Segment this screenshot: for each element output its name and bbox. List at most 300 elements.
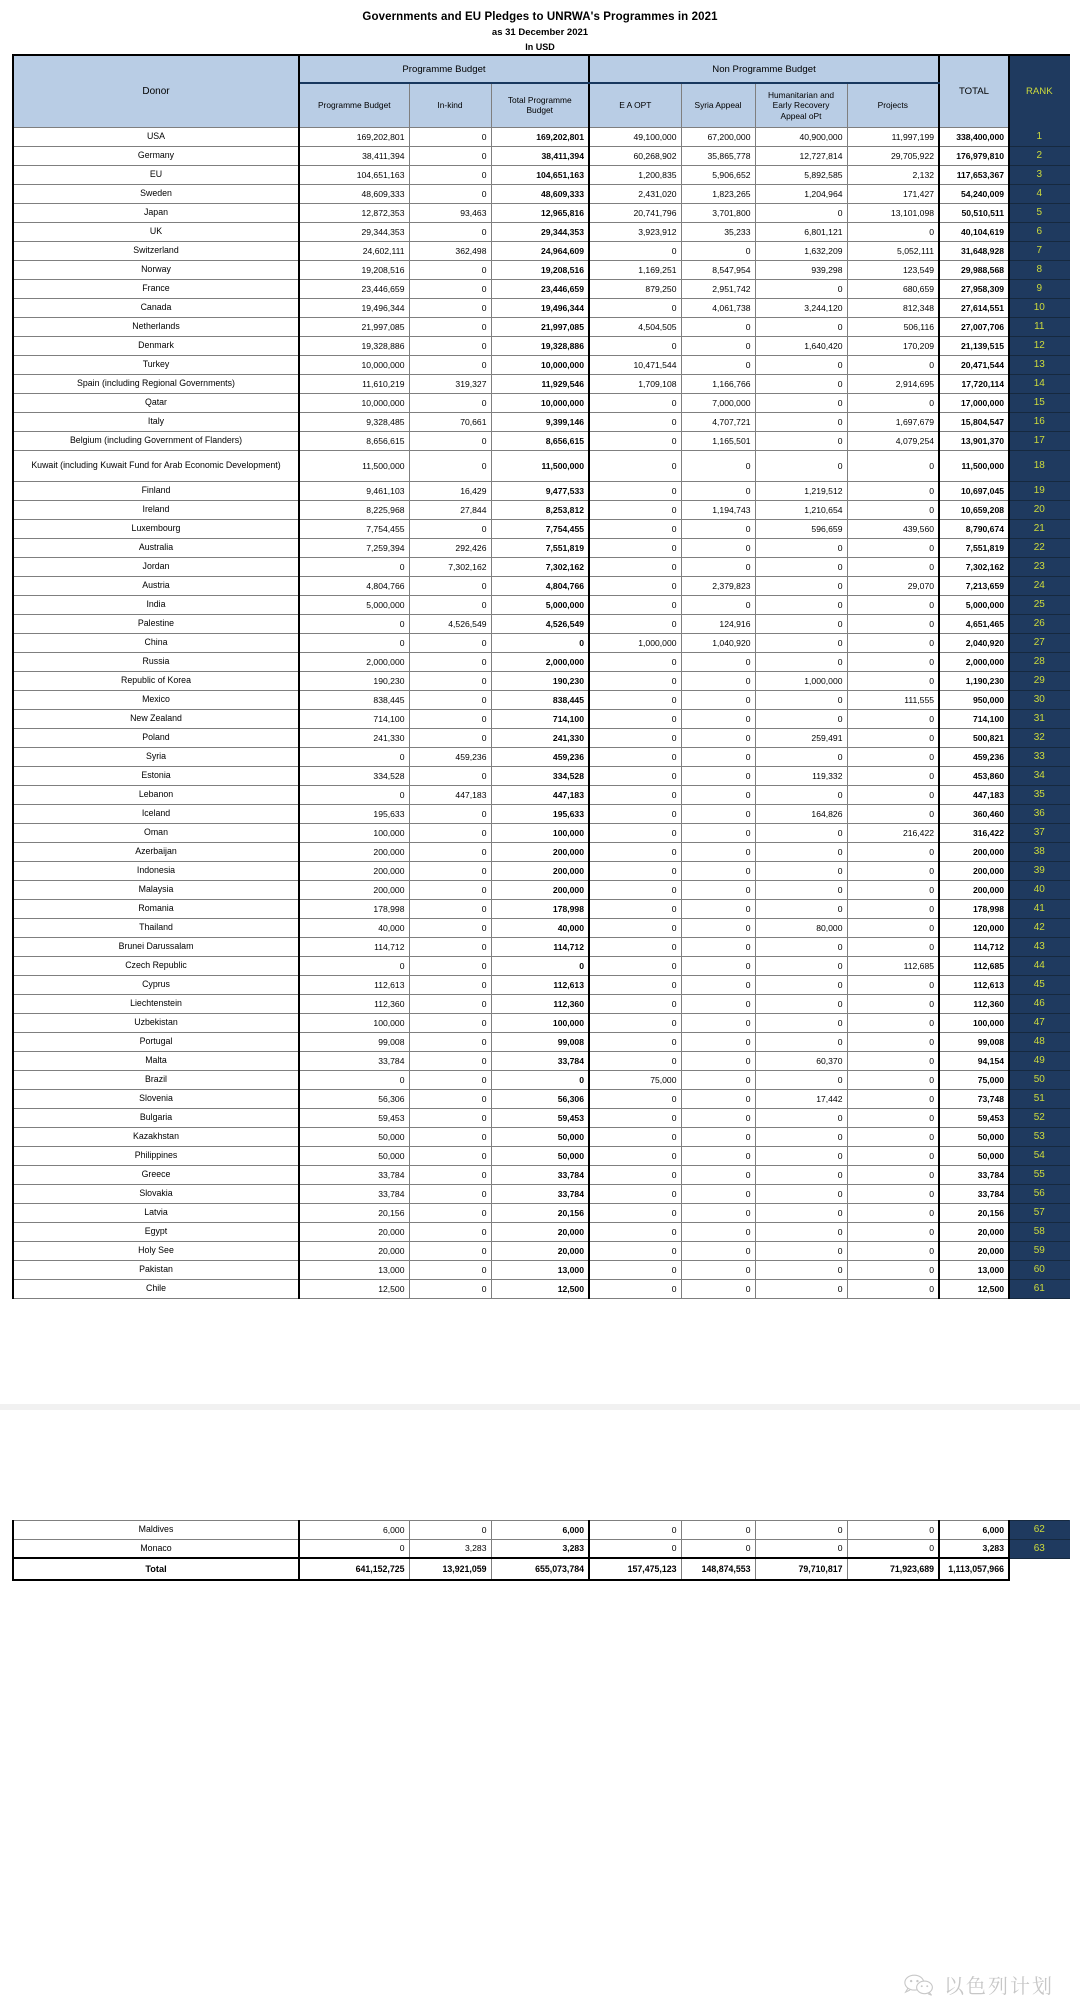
- table-row: [13, 1108, 1069, 1127]
- projects-value: 0: [847, 538, 939, 557]
- total-programme-budget-value: 200,000: [491, 880, 589, 899]
- rank-value: 2: [1009, 146, 1069, 165]
- humanitarian-early-recovery-value: 0: [755, 393, 847, 412]
- projects-value: 0: [847, 994, 939, 1013]
- rank-value: 45: [1009, 975, 1069, 994]
- rank-value: 29: [1009, 671, 1069, 690]
- humanitarian-early-recovery-value: 939,298: [755, 260, 847, 279]
- syria-appeal-value: 1,040,920: [681, 633, 755, 652]
- total-programme-budget-value: 20,000: [491, 1241, 589, 1260]
- in-kind-value: 0: [409, 260, 491, 279]
- projects-value: 0: [847, 1127, 939, 1146]
- syria-appeal-value: 0: [681, 336, 755, 355]
- table-row: [13, 1089, 1069, 1108]
- humanitarian-early-recovery-value: 0: [755, 1241, 847, 1260]
- programme-budget-value: 19,496,344: [299, 298, 409, 317]
- total-value: 31,648,928: [939, 241, 1009, 260]
- in-kind-value: 0: [409, 1184, 491, 1203]
- programme-budget-value: 838,445: [299, 690, 409, 709]
- in-kind-value: 93,463: [409, 203, 491, 222]
- total-value: 20,471,544: [939, 355, 1009, 374]
- projects-value: 0: [847, 1241, 939, 1260]
- rank-value: 7: [1009, 241, 1069, 260]
- humanitarian-early-recovery-value: 0: [755, 842, 847, 861]
- syria-appeal-value: 0: [681, 709, 755, 728]
- programme-budget-value: 99,008: [299, 1032, 409, 1051]
- programme-budget-value: 7,259,394: [299, 538, 409, 557]
- donor-name: Egypt: [13, 1222, 299, 1241]
- in-kind-value: 0: [409, 1241, 491, 1260]
- total-value: 200,000: [939, 861, 1009, 880]
- donor-name: Mexico: [13, 690, 299, 709]
- donor-name: Maldives: [13, 1520, 299, 1539]
- total-value: 7,551,819: [939, 538, 1009, 557]
- total-programme-budget-value: 334,528: [491, 766, 589, 785]
- rank-value: 1: [1009, 127, 1069, 146]
- table-row: [13, 747, 1069, 766]
- projects-value: 812,348: [847, 298, 939, 317]
- ea-opt-value: 0: [589, 1203, 681, 1222]
- table-row: [13, 203, 1069, 222]
- page-spacer-bottom: [0, 1410, 1080, 1520]
- total-value: 12,500: [939, 1279, 1009, 1298]
- humanitarian-early-recovery-value: 0: [755, 1108, 847, 1127]
- programme-budget-value: 33,784: [299, 1165, 409, 1184]
- syria-appeal-value: 0: [681, 994, 755, 1013]
- rank-value: 47: [1009, 1013, 1069, 1032]
- donor-name: Germany: [13, 146, 299, 165]
- table-row: [13, 355, 1069, 374]
- in-kind-value: 0: [409, 709, 491, 728]
- syria-appeal-value: 0: [681, 1051, 755, 1070]
- projects-value: 0: [847, 728, 939, 747]
- table-row: [13, 842, 1069, 861]
- humanitarian-early-recovery-value: 596,659: [755, 519, 847, 538]
- ea-opt-value: 60,268,902: [589, 146, 681, 165]
- programme-budget-value: 0: [299, 1070, 409, 1089]
- her-line-3: Appeal oPt: [780, 110, 822, 121]
- donor-name: France: [13, 279, 299, 298]
- donor-name: Lebanon: [13, 785, 299, 804]
- programme-budget-value: 10,000,000: [299, 355, 409, 374]
- humanitarian-early-recovery-value: 1,204,964: [755, 184, 847, 203]
- projects-value: 5,052,111: [847, 241, 939, 260]
- rank-value: 48: [1009, 1032, 1069, 1051]
- in-kind-value: 362,498: [409, 241, 491, 260]
- table-row: [13, 481, 1069, 500]
- rank-value: 33: [1009, 747, 1069, 766]
- ea-opt-value: 0: [589, 519, 681, 538]
- total-value: 200,000: [939, 880, 1009, 899]
- programme-budget-value: 38,411,394: [299, 146, 409, 165]
- ea-opt-value: 0: [589, 1032, 681, 1051]
- ea-opt-value: 0: [589, 861, 681, 880]
- table-row: [13, 412, 1069, 431]
- in-kind-value: 0: [409, 823, 491, 842]
- total-value: 10,697,045: [939, 481, 1009, 500]
- programme-budget-value: 29,344,353: [299, 222, 409, 241]
- total-programme-budget-value: 19,496,344: [491, 298, 589, 317]
- total-programme-budget-value: 178,998: [491, 899, 589, 918]
- syria-appeal-value: 0: [681, 1013, 755, 1032]
- projects-value: 0: [847, 1013, 939, 1032]
- total-programme-budget-value: 9,399,146: [491, 412, 589, 431]
- projects-value: 0: [847, 222, 939, 241]
- wechat-icon: [903, 1974, 935, 1996]
- humanitarian-early-recovery-value: 0: [755, 1013, 847, 1032]
- humanitarian-early-recovery-value: 12,727,814: [755, 146, 847, 165]
- projects-value: 680,659: [847, 279, 939, 298]
- donor-name: Uzbekistan: [13, 1013, 299, 1032]
- rank-value: 34: [1009, 766, 1069, 785]
- ea-opt-value: 0: [589, 842, 681, 861]
- syria-appeal-value: 4,061,738: [681, 298, 755, 317]
- donor-name: Austria: [13, 576, 299, 595]
- ea-opt-value: 0: [589, 595, 681, 614]
- ea-opt-value: 0: [589, 652, 681, 671]
- programme-budget-value: 8,225,968: [299, 500, 409, 519]
- in-kind-value: 0: [409, 956, 491, 975]
- syria-appeal-value: 0: [681, 317, 755, 336]
- in-kind-value: 0: [409, 1032, 491, 1051]
- ea-opt-value: 0: [589, 709, 681, 728]
- total-value: 1,113,057,966: [939, 1558, 1009, 1580]
- humanitarian-early-recovery-value: 259,491: [755, 728, 847, 747]
- syria-appeal-value: 1,165,501: [681, 431, 755, 450]
- projects-value: 0: [847, 1184, 939, 1203]
- in-kind-value: 0: [409, 1165, 491, 1184]
- donor-name: Slovenia: [13, 1089, 299, 1108]
- total-programme-budget-value: 12,500: [491, 1279, 589, 1298]
- syria-appeal-value: 0: [681, 975, 755, 994]
- total-value: 20,000: [939, 1241, 1009, 1260]
- pledges-table-continuation: [12, 1520, 1070, 1582]
- rank-value: 5: [1009, 203, 1069, 222]
- total-value: 112,685: [939, 956, 1009, 975]
- ea-opt-value: 0: [589, 766, 681, 785]
- ea-opt-value: 0: [589, 500, 681, 519]
- table-row: [13, 690, 1069, 709]
- humanitarian-early-recovery-value: 0: [755, 1165, 847, 1184]
- humanitarian-early-recovery-value: 0: [755, 450, 847, 481]
- ea-opt-value: 0: [589, 576, 681, 595]
- in-kind-value: 0: [409, 899, 491, 918]
- programme-budget-value: 0: [299, 785, 409, 804]
- humanitarian-early-recovery-value: 80,000: [755, 918, 847, 937]
- rank-value: 62: [1009, 1520, 1069, 1539]
- total-programme-budget-value: 100,000: [491, 1013, 589, 1032]
- table-row: [13, 975, 1069, 994]
- total-value: 447,183: [939, 785, 1009, 804]
- rank-value: 18: [1009, 450, 1069, 481]
- syria-appeal-value: 0: [681, 1184, 755, 1203]
- total-programme-budget-value: 3,283: [491, 1539, 589, 1558]
- donor-name: Oman: [13, 823, 299, 842]
- total-programme-budget-value: 59,453: [491, 1108, 589, 1127]
- rank-value: 16: [1009, 412, 1069, 431]
- table-row: [13, 165, 1069, 184]
- syria-appeal-value: 0: [681, 595, 755, 614]
- donor-name: India: [13, 595, 299, 614]
- donor-name: Palestine: [13, 614, 299, 633]
- ea-opt-value: 0: [589, 557, 681, 576]
- column-header-humanitarian-early-recovery: [755, 83, 847, 127]
- humanitarian-early-recovery-value: 1,000,000: [755, 671, 847, 690]
- total-programme-budget-value: 8,253,812: [491, 500, 589, 519]
- total-programme-budget-value: 10,000,000: [491, 393, 589, 412]
- total-value: 13,000: [939, 1260, 1009, 1279]
- donor-name: Cyprus: [13, 975, 299, 994]
- table-header: [13, 55, 1069, 127]
- programme-budget-value: 48,609,333: [299, 184, 409, 203]
- projects-value: 216,422: [847, 823, 939, 842]
- table-row: [13, 1127, 1069, 1146]
- donor-name: Romania: [13, 899, 299, 918]
- programme-budget-value: 112,613: [299, 975, 409, 994]
- programme-budget-value: 24,602,111: [299, 241, 409, 260]
- donor-name: UK: [13, 222, 299, 241]
- total-programme-budget-value: 50,000: [491, 1127, 589, 1146]
- table-row: [13, 956, 1069, 975]
- rank-value: 56: [1009, 1184, 1069, 1203]
- donor-name: Monaco: [13, 1539, 299, 1558]
- total-value: 20,156: [939, 1203, 1009, 1222]
- table-row: [13, 450, 1069, 481]
- rank-value: 54: [1009, 1146, 1069, 1165]
- donor-name: New Zealand: [13, 709, 299, 728]
- table-row: [13, 994, 1069, 1013]
- table-row: [13, 393, 1069, 412]
- projects-value: 111,555: [847, 690, 939, 709]
- total-value: 99,008: [939, 1032, 1009, 1051]
- syria-appeal-value: 0: [681, 937, 755, 956]
- donor-name: Denmark: [13, 336, 299, 355]
- total-programme-budget-value: 8,656,615: [491, 431, 589, 450]
- projects-value: 0: [847, 1051, 939, 1070]
- ea-opt-value: 0: [589, 823, 681, 842]
- ea-opt-value: 0: [589, 481, 681, 500]
- total-value: 33,784: [939, 1165, 1009, 1184]
- total-value: 316,422: [939, 823, 1009, 842]
- in-kind-value: 0: [409, 1089, 491, 1108]
- ea-opt-value: 0: [589, 298, 681, 317]
- total-programme-budget-value: 9,477,533: [491, 481, 589, 500]
- programme-budget-value: 241,330: [299, 728, 409, 747]
- ea-opt-value: 0: [589, 1520, 681, 1539]
- donor-name: Malaysia: [13, 880, 299, 899]
- programme-budget-value: 8,656,615: [299, 431, 409, 450]
- humanitarian-early-recovery-value: 0: [755, 1279, 847, 1298]
- programme-budget-value: 0: [299, 557, 409, 576]
- rank-value: 49: [1009, 1051, 1069, 1070]
- watermark-text: 以色列计划: [944, 1974, 1054, 1998]
- projects-value: 0: [847, 1539, 939, 1558]
- table-row: [13, 279, 1069, 298]
- watermark: [903, 1970, 1054, 1999]
- rank-value: 60: [1009, 1260, 1069, 1279]
- table-row: [13, 671, 1069, 690]
- total-programme-budget-value: 447,183: [491, 785, 589, 804]
- syria-appeal-value: 0: [681, 1241, 755, 1260]
- programme-budget-value: 11,610,219: [299, 374, 409, 393]
- projects-value: 0: [847, 450, 939, 481]
- total-programme-budget-value: 714,100: [491, 709, 589, 728]
- projects-value: 123,549: [847, 260, 939, 279]
- donor-name: Brazil: [13, 1070, 299, 1089]
- table-row: [13, 1051, 1069, 1070]
- syria-appeal-value: 0: [681, 918, 755, 937]
- humanitarian-early-recovery-value: 119,332: [755, 766, 847, 785]
- projects-value: 0: [847, 614, 939, 633]
- total-programme-budget-value: 40,000: [491, 918, 589, 937]
- total-programme-budget-value: 200,000: [491, 842, 589, 861]
- in-kind-value: 0: [409, 336, 491, 355]
- rank-value: 59: [1009, 1241, 1069, 1260]
- donor-name: Estonia: [13, 766, 299, 785]
- syria-appeal-value: 0: [681, 671, 755, 690]
- syria-appeal-value: 0: [681, 1520, 755, 1539]
- total-programme-budget-value: 838,445: [491, 690, 589, 709]
- column-header-ea-opt: E A OPT: [589, 83, 681, 127]
- donor-name: Azerbaijan: [13, 842, 299, 861]
- donor-name: Holy See: [13, 1241, 299, 1260]
- rank-value: 36: [1009, 804, 1069, 823]
- table-row: [13, 1241, 1069, 1260]
- humanitarian-early-recovery-value: 0: [755, 994, 847, 1013]
- donor-name: Switzerland: [13, 241, 299, 260]
- donor-name: Kazakhstan: [13, 1127, 299, 1146]
- projects-value: 0: [847, 747, 939, 766]
- donor-name: Malta: [13, 1051, 299, 1070]
- rank-value: 30: [1009, 690, 1069, 709]
- ea-opt-value: 879,250: [589, 279, 681, 298]
- ea-opt-value: 0: [589, 899, 681, 918]
- table-row: [13, 1279, 1069, 1298]
- table-row: [13, 374, 1069, 393]
- table-row: [13, 500, 1069, 519]
- total-programme-budget-value: 33,784: [491, 1165, 589, 1184]
- humanitarian-early-recovery-value: 0: [755, 785, 847, 804]
- donor-name: Luxembourg: [13, 519, 299, 538]
- ea-opt-value: 0: [589, 1013, 681, 1032]
- ea-opt-value: 0: [589, 614, 681, 633]
- humanitarian-early-recovery-value: 0: [755, 1260, 847, 1279]
- rank-value: 63: [1009, 1539, 1069, 1558]
- humanitarian-early-recovery-value: 0: [755, 1539, 847, 1558]
- syria-appeal-value: 8,547,954: [681, 260, 755, 279]
- syria-appeal-value: 0: [681, 804, 755, 823]
- rank-value: 17: [1009, 431, 1069, 450]
- column-header-donor: Donor: [13, 55, 299, 127]
- total-programme-budget-value: 13,000: [491, 1260, 589, 1279]
- document-title-block: [0, 0, 1080, 54]
- in-kind-value: 70,661: [409, 412, 491, 431]
- total-value: 50,000: [939, 1146, 1009, 1165]
- in-kind-value: 0: [409, 1222, 491, 1241]
- total-value: 15,804,547: [939, 412, 1009, 431]
- humanitarian-early-recovery-value: 0: [755, 709, 847, 728]
- donor-name: Ireland: [13, 500, 299, 519]
- projects-value: 0: [847, 804, 939, 823]
- total-programme-budget-value: 190,230: [491, 671, 589, 690]
- total-programme-budget-value: 38,411,394: [491, 146, 589, 165]
- total-value: 714,100: [939, 709, 1009, 728]
- donor-name: Russia: [13, 652, 299, 671]
- rank-value: 31: [1009, 709, 1069, 728]
- in-kind-value: 0: [409, 1013, 491, 1032]
- projects-value: 0: [847, 500, 939, 519]
- total-programme-budget-value: 7,754,455: [491, 519, 589, 538]
- programme-budget-value: 20,000: [299, 1222, 409, 1241]
- table-row: [13, 1520, 1069, 1539]
- table-total-row: [13, 1558, 1069, 1580]
- ea-opt-value: 0: [589, 1089, 681, 1108]
- total-programme-budget-value: 12,965,816: [491, 203, 589, 222]
- rank-value: 6: [1009, 222, 1069, 241]
- ea-opt-value: 0: [589, 937, 681, 956]
- total-value: 27,007,706: [939, 317, 1009, 336]
- programme-budget-value: 178,998: [299, 899, 409, 918]
- syria-appeal-value: 0: [681, 481, 755, 500]
- syria-appeal-value: 0: [681, 1222, 755, 1241]
- total-programme-budget-value: 24,964,609: [491, 241, 589, 260]
- in-kind-value: 0: [409, 393, 491, 412]
- in-kind-value: 0: [409, 355, 491, 374]
- syria-appeal-value: 35,865,778: [681, 146, 755, 165]
- in-kind-value: 0: [409, 766, 491, 785]
- donor-name: EU: [13, 165, 299, 184]
- in-kind-value: 0: [409, 317, 491, 336]
- in-kind-value: 0: [409, 671, 491, 690]
- rank-value: 53: [1009, 1127, 1069, 1146]
- donor-name: Brunei Darussalam: [13, 937, 299, 956]
- ea-opt-value: 0: [589, 880, 681, 899]
- syria-appeal-value: 0: [681, 728, 755, 747]
- programme-budget-value: 0: [299, 614, 409, 633]
- total-programme-budget-value: 56,306: [491, 1089, 589, 1108]
- programme-budget-value: 10,000,000: [299, 393, 409, 412]
- projects-value: 0: [847, 1146, 939, 1165]
- table-row: [13, 1070, 1069, 1089]
- syria-appeal-value: 0: [681, 652, 755, 671]
- humanitarian-early-recovery-value: 0: [755, 975, 847, 994]
- table-row: [13, 298, 1069, 317]
- humanitarian-early-recovery-value: 0: [755, 1203, 847, 1222]
- total-value: 112,360: [939, 994, 1009, 1013]
- table-row: [13, 633, 1069, 652]
- syria-appeal-value: 4,707,721: [681, 412, 755, 431]
- in-kind-value: 27,844: [409, 500, 491, 519]
- projects-value: 2,132: [847, 165, 939, 184]
- humanitarian-early-recovery-value: 0: [755, 317, 847, 336]
- programme-budget-value: 9,461,103: [299, 481, 409, 500]
- ea-opt-value: 49,100,000: [589, 127, 681, 146]
- humanitarian-early-recovery-value: 0: [755, 1032, 847, 1051]
- projects-value: 0: [847, 393, 939, 412]
- donor-name: Sweden: [13, 184, 299, 203]
- in-kind-value: 0: [409, 1203, 491, 1222]
- table-row: [13, 1260, 1069, 1279]
- programme-budget-value: 9,328,485: [299, 412, 409, 431]
- projects-value: 0: [847, 1108, 939, 1127]
- syria-appeal-value: 3,701,800: [681, 203, 755, 222]
- humanitarian-early-recovery-value: 0: [755, 956, 847, 975]
- programme-budget-value: 50,000: [299, 1146, 409, 1165]
- rank-value: 3: [1009, 165, 1069, 184]
- total-programme-budget-value: 2,000,000: [491, 652, 589, 671]
- page-title: Governments and EU Pledges to UNRWA's Programmes in 2021: [362, 11, 718, 23]
- total-value: 27,614,551: [939, 298, 1009, 317]
